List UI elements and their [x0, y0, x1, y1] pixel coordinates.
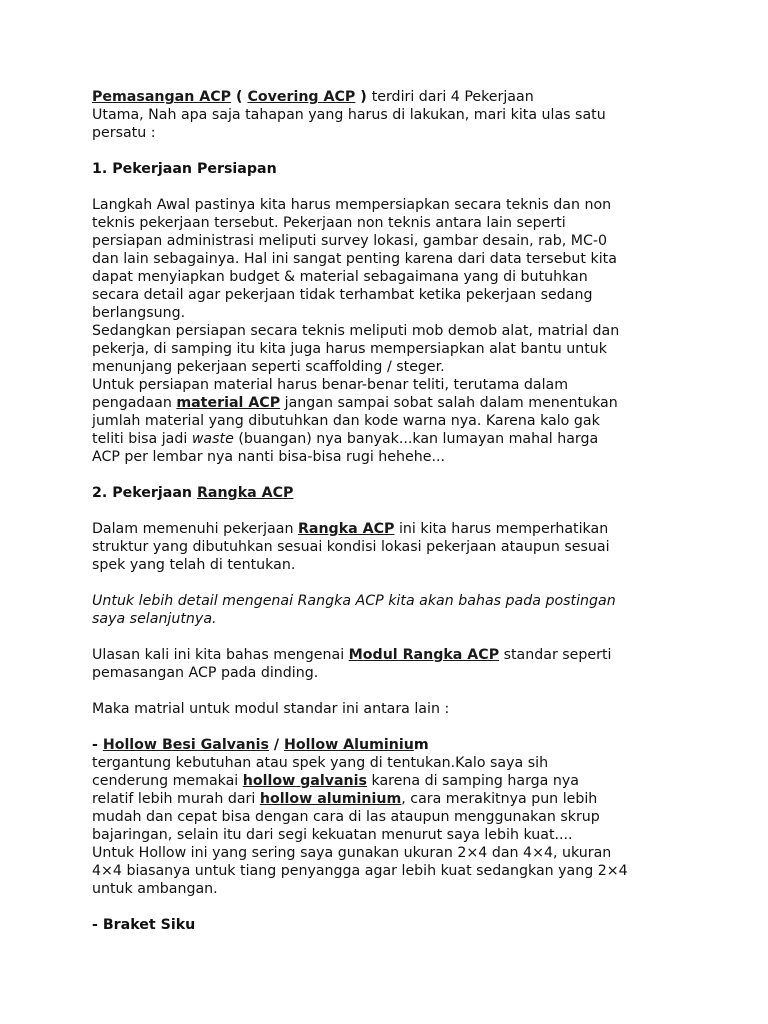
section2-heading: 2. Pekerjaan Rangka ACP: [92, 485, 294, 501]
section2-paragraph-1: [92, 520, 692, 574]
list-item-braket-siku: - Braket Siku: [92, 917, 196, 933]
intro-line-2: Utama, Nah apa saja tahapan yang harus di lakukan, mari kita ulas satu: [92, 107, 606, 123]
intro-line-3: persatu :: [92, 125, 156, 141]
text-line: persiapan administrasi meliputi survey lokasi, gambar desain, rab, MC-0: [92, 233, 608, 249]
intro-line-1: [92, 88, 692, 106]
link-hollow-aluminium[interactable]: Hollow Aluminiu: [284, 737, 414, 753]
link-hollow-aluminium-inline[interactable]: hollow aluminium: [259, 791, 402, 807]
text-line: berlangsung.: [92, 305, 186, 321]
text-line: pengadaan material ACP jangan sampai sobat salah dalam menentukan: [92, 395, 618, 411]
text-line: saya selanjutnya.: [92, 611, 217, 627]
text-line: cenderung memakai hollow galvanis karena di samping harga nya: [92, 773, 579, 789]
section1-paragraph-2: [92, 322, 692, 376]
list-item-hollow: [92, 736, 692, 898]
paren-close: ): [355, 89, 372, 105]
text-line: teliti bisa jadi waste (buangan) nya banyak...kan lumayan mahal harga: [92, 431, 599, 447]
link-material-acp[interactable]: material ACP: [176, 395, 281, 411]
text-line: 4×4 biasanya untuk tiang penyangga agar lebih kuat sedangkan yang 2×4: [92, 863, 628, 879]
text-line: pemasangan ACP pada dinding.: [92, 665, 319, 681]
list-item-title: - Hollow Besi Galvanis / Hollow Aluminium: [92, 737, 429, 753]
section2-ulasan: [92, 646, 692, 682]
text-line: Untuk lebih detail mengenai Rangka ACP kita akan bahas pada postingan: [92, 593, 616, 609]
text-line: bajaringan, selain itu dari segi kekuatan menurut saya lebih kuat....: [92, 827, 573, 843]
text-line: Ulasan kali ini kita bahas mengenai Modul Rangka ACP standar seperti: [92, 647, 612, 663]
text-line: pekerja, di samping itu kita juga harus mempersiapkan alat bantu untuk: [92, 341, 608, 357]
link-covering-acp[interactable]: Covering ACP: [247, 89, 356, 105]
text-line: Untuk Hollow ini yang sering saya gunakan ukuran 2×4 dan 4×4, ukuran: [92, 845, 612, 861]
link-rangka-acp[interactable]: Rangka ACP: [297, 521, 395, 537]
section1-heading: 1. Pekerjaan Persiapan: [92, 161, 277, 177]
text-line: ACP per lembar nya nanti bisa-bisa rugi hehehe...: [92, 449, 445, 465]
text-line: Untuk persiapan material harus benar-benar teliti, terutama dalam: [92, 377, 569, 393]
link-rangka-acp-heading[interactable]: Rangka ACP: [196, 485, 294, 501]
text-line: spek yang telah di tentukan.: [92, 557, 296, 573]
text-line: dapat menyiapkan budget & material sebagaimana yang di butuhkan: [92, 269, 588, 285]
section1-paragraph-1: [92, 196, 692, 322]
section2-italic-note: [92, 592, 692, 628]
link-modul-rangka-acp[interactable]: Modul Rangka ACP: [348, 647, 500, 663]
text-line: menunjang pekerjaan seperti scaffolding / steger.: [92, 359, 445, 375]
section1-paragraph-3: [92, 376, 692, 466]
text-line: jumlah material yang dibutuhkan dan kode warna nya. Karena kalo gak: [92, 413, 600, 429]
text-line: mudah dan cepat bisa dengan cara di las ataupun menggunakan skrup: [92, 809, 600, 825]
text-line: teknis pekerjaan tersebut. Pekerjaan non teknis antara lain seperti: [92, 215, 566, 231]
text-line: Sedangkan persiapan secara teknis meliputi mob demob alat, matrial dan: [92, 323, 620, 339]
text-line: Dalam memenuhi pekerjaan Rangka ACP ini kita harus memperhatikan: [92, 521, 609, 537]
text-line: dan lain sebagainya. Hal ini sangat penting karena dari data tersebut kita: [92, 251, 617, 267]
link-pemasangan-acp[interactable]: Pemasangan ACP: [92, 89, 232, 105]
text-line: Langkah Awal pastinya kita harus mempersiapkan secara teknis dan non: [92, 197, 612, 213]
document-content: [92, 88, 692, 934]
material-intro: Maka matrial untuk modul standar ini antara lain :: [92, 701, 450, 717]
text-line: struktur yang dibutuhkan sesuai kondisi lokasi pekerjaan ataupun sesuai: [92, 539, 610, 555]
text-line: untuk ambangan.: [92, 881, 218, 897]
italic-waste: waste: [191, 431, 234, 447]
paren-open: (: [231, 89, 248, 105]
text-line: secara detail agar pekerjaan tidak terhambat ketika pekerjaan sedang: [92, 287, 593, 303]
text-line: relatif lebih murah dari hollow aluminium, cara merakitnya pun lebih: [92, 791, 598, 807]
text-line: tergantung kebutuhan atau spek yang di tentukan.Kalo saya sih: [92, 755, 549, 771]
link-hollow-besi-galvanis[interactable]: Hollow Besi Galvanis: [102, 737, 269, 753]
intro-text: terdiri dari 4 Pekerjaan: [371, 89, 534, 105]
link-hollow-galvanis[interactable]: hollow galvanis: [242, 773, 367, 789]
